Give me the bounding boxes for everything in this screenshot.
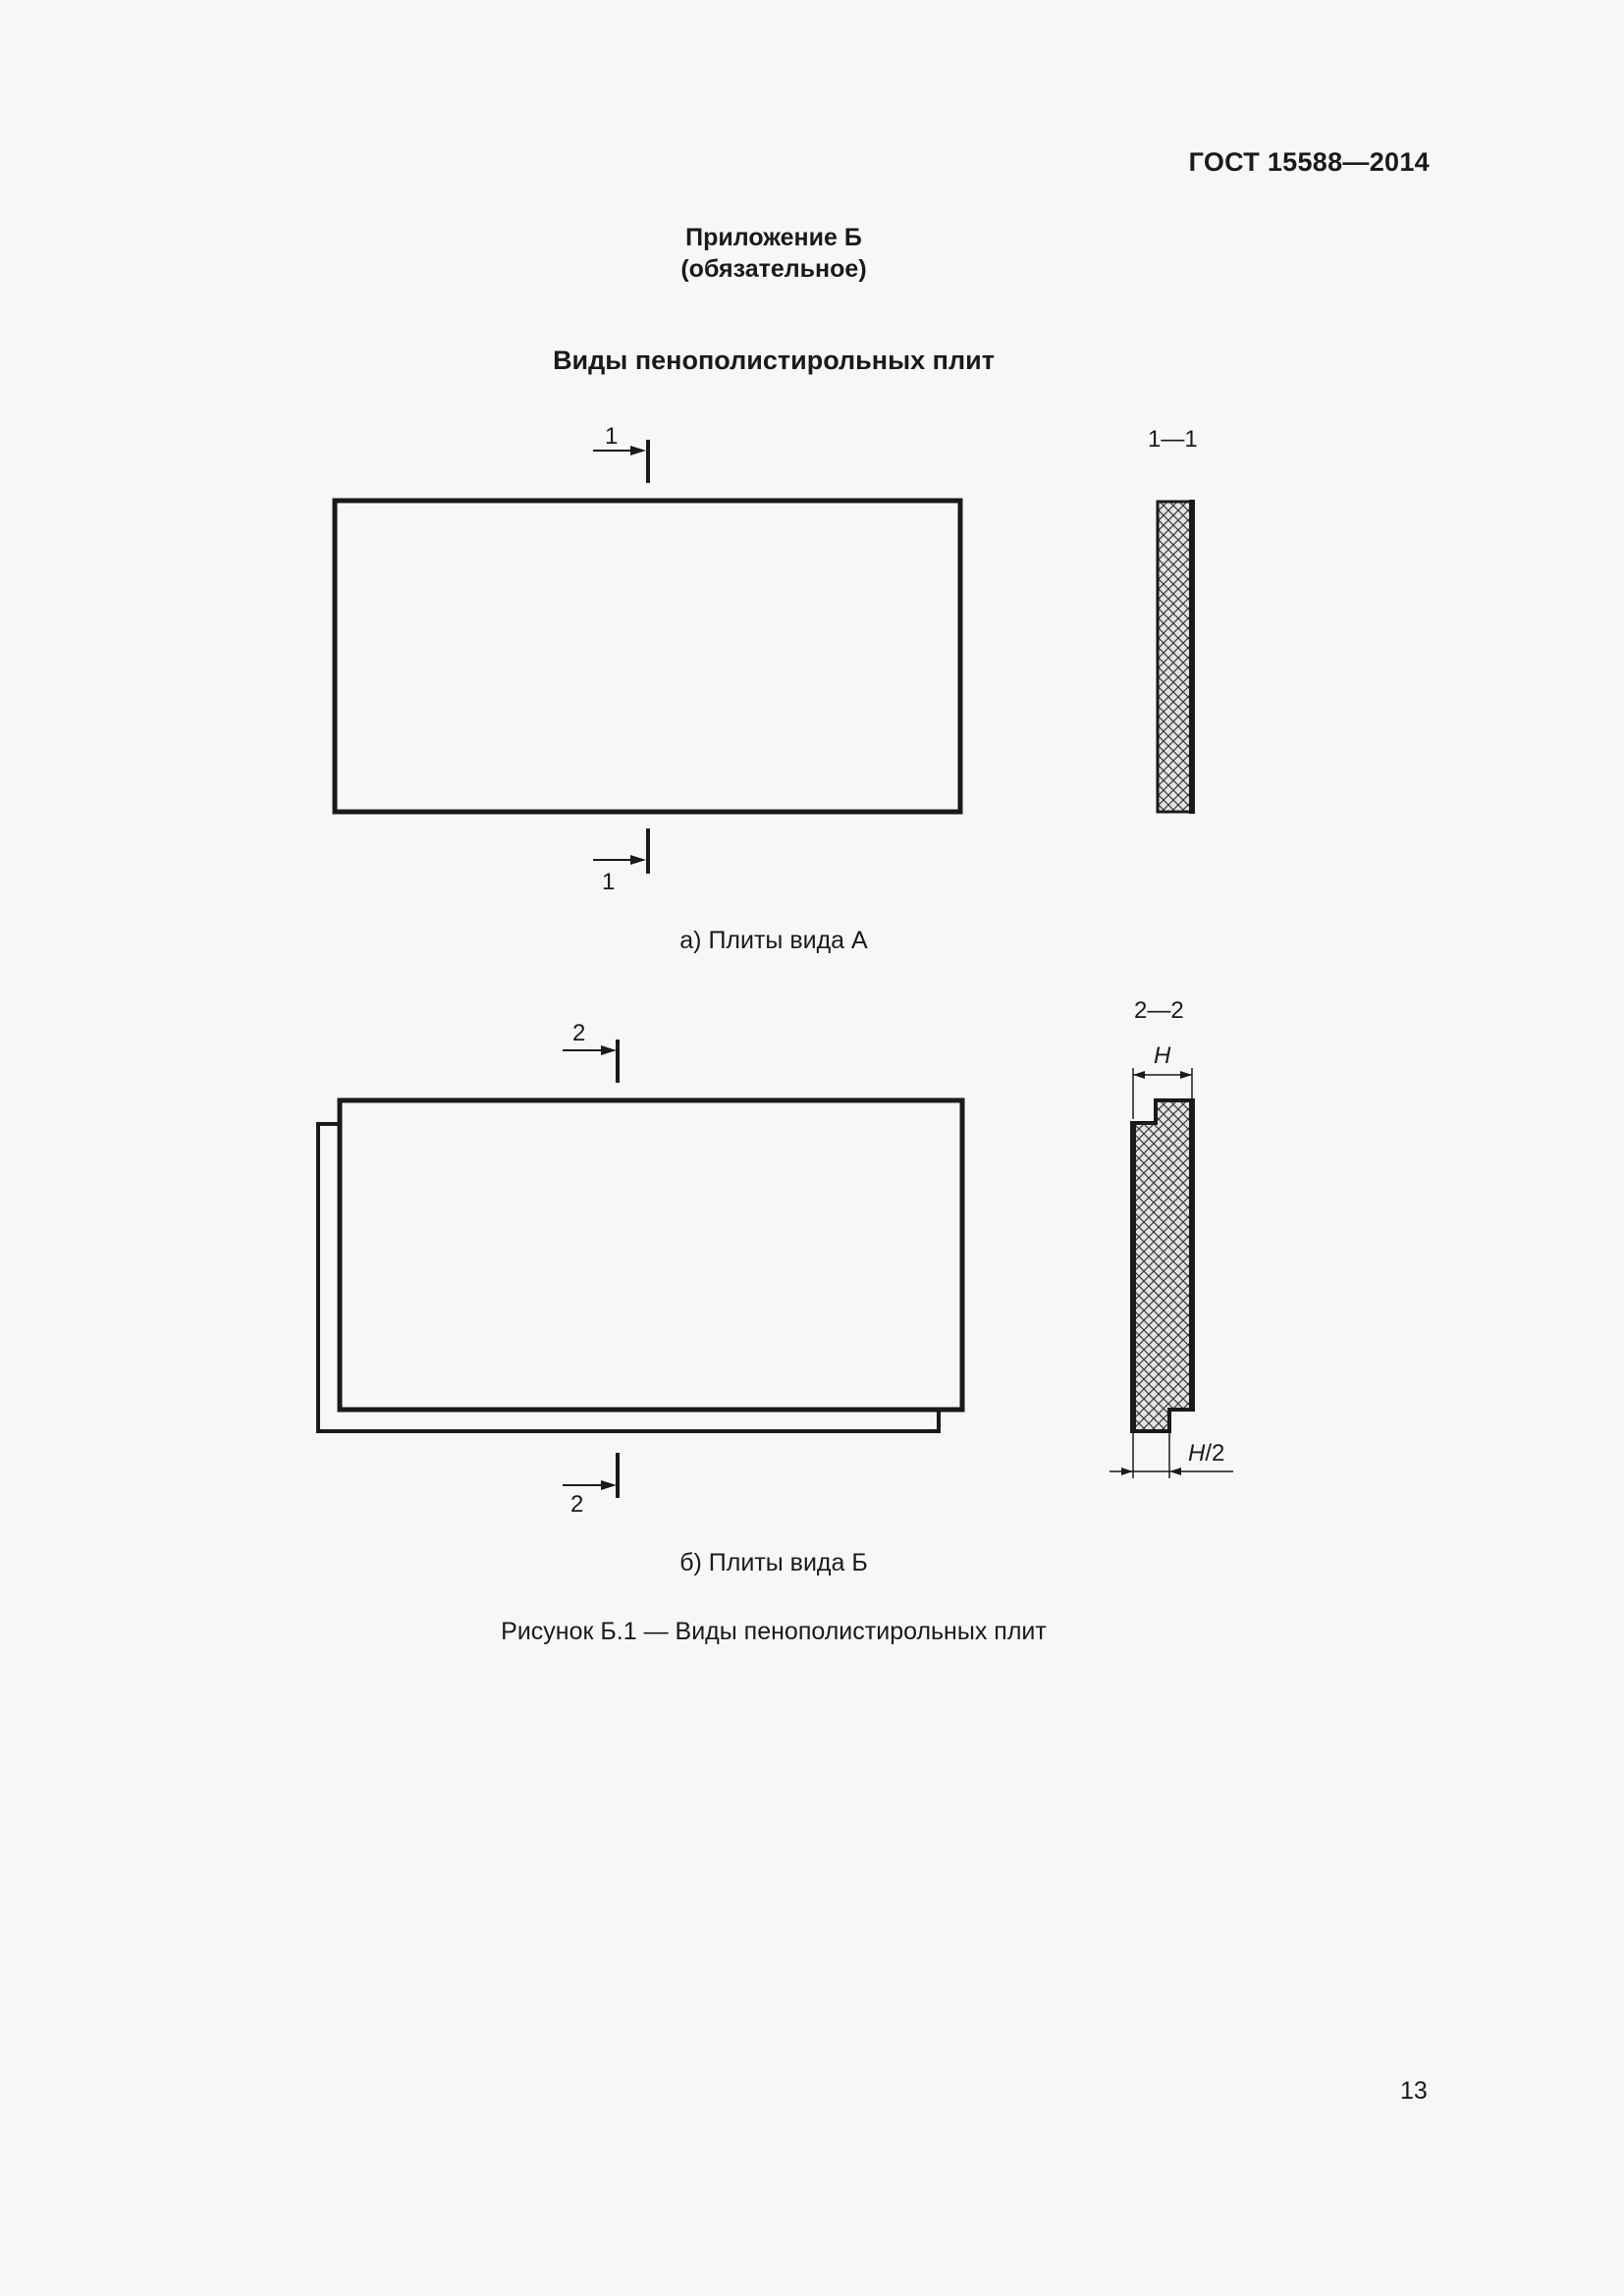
section-mark-2-top-label: 2	[572, 1020, 586, 1046]
plate-b-front-rect	[340, 1100, 962, 1410]
section-a-view	[1148, 426, 1198, 814]
standard-number: ГОСТ 15588—2014	[1188, 147, 1430, 177]
section-mark-1-bottom-label: 1	[602, 869, 616, 895]
caption-plates-a: а) Плиты вида А	[679, 927, 868, 954]
plate-b-view	[318, 1020, 962, 1518]
document-title: Виды пенополистирольных плит	[553, 346, 995, 375]
section-a-hatched	[1158, 502, 1192, 812]
section-1-1-label: 1—1	[1148, 426, 1198, 453]
page-number: 13	[1400, 2077, 1428, 2105]
plate-a-rect	[335, 501, 960, 812]
figure-caption: Рисунок Б.1 — Виды пенополистирольных плит	[501, 1618, 1047, 1645]
annex-note: (обязательное)	[680, 255, 867, 283]
section-b-hatched	[1133, 1100, 1192, 1431]
section-2-2-label: 2—2	[1134, 997, 1184, 1024]
plate-b-back-outline	[318, 1124, 939, 1431]
section-b-view	[1110, 997, 1233, 1478]
caption-plates-b: б) Плиты вида Б	[679, 1549, 868, 1576]
plate-a-view	[335, 423, 960, 895]
dim-h-label: H	[1154, 1042, 1171, 1069]
dim-half-h-label: H/2	[1188, 1440, 1225, 1467]
section-mark-2-bottom-label: 2	[570, 1491, 584, 1518]
annex-title: Приложение Б	[685, 224, 862, 251]
section-mark-1-top-label: 1	[605, 423, 619, 450]
